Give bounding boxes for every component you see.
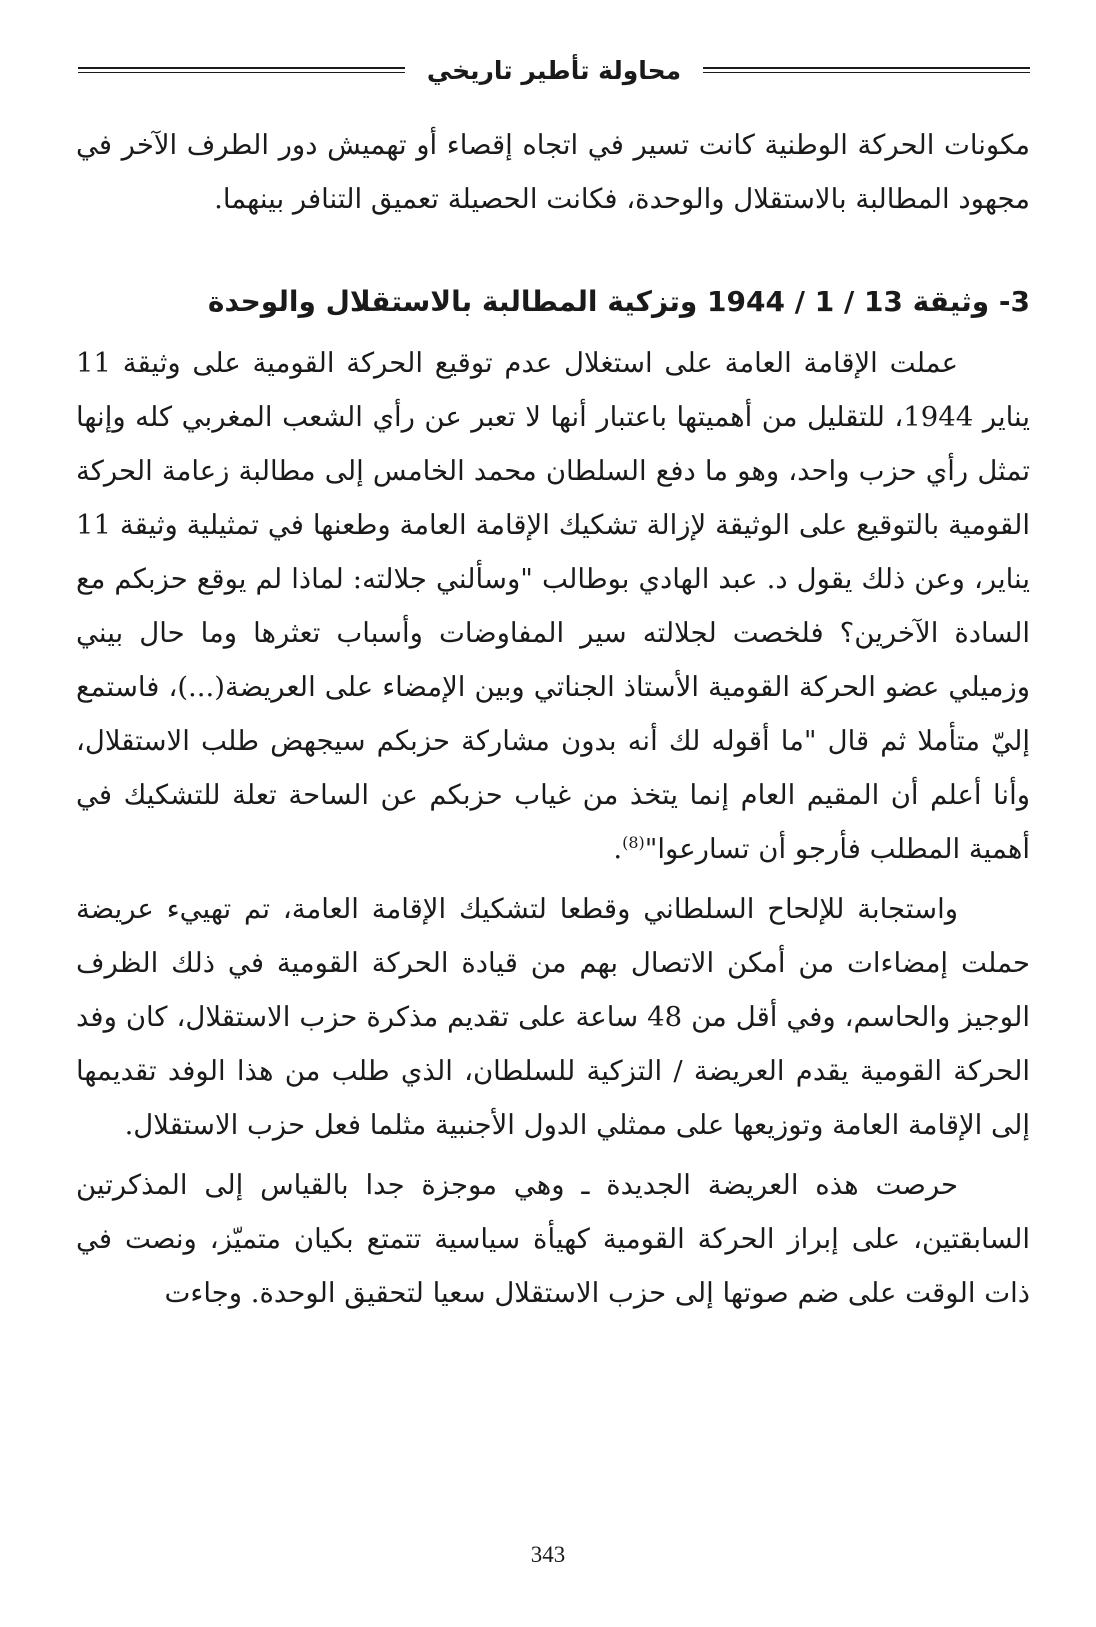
paragraph-new-petition: حرصت هذه العريضة الجديدة ـ وهي موجزة جدا بالقياس إلى المذكرتين السابقتين، على إبراز الحركة القومية كهيأة سياسية تتمتع بكيان متميّز، ونصت في ذات الوقت على ضم صوتها إلى حزب الاستقلال سعيا لتحقيق الوحدة. وجاءت: [76, 1169, 1030, 1309]
body-text: [76, 118, 1030, 1320]
running-header: [78, 40, 1030, 100]
paragraph-petition: واستجابة للإلحاح السلطاني وقطعا لتشكيك الإقامة العامة، تم تهييء عريضة حملت إمضاءات من أمكن الاتصال بهم من قيادة الحركة القومية في ذلك الظرف الوجيز والحاسم، وفي أقل من 48 ساعة على تقديم مذكرة حزب الاستقلال، كان وفد الحركة القومية يقدم العريضة / التزكية للسلطان، الذي طلب من هذا الوفد تقديمها إلى الإقامة العامة وتوزيعها على ممثلي الدول الأجنبية مثلما فعل حزب الاستقلال.: [76, 893, 1030, 1141]
paragraph-continuation: مكونات الحركة الوطنية كانت تسير في اتجاه إقصاء أو تهميش دور الطرف الآخر في مجهود المطالبة بالاستقلال والوحدة، فكانت الحصيلة تعميق التنافر بينهما.: [76, 129, 1030, 215]
section-heading: 3- وثيقة 13 / 1 / 1944 وتزكية المطالبة بالاستقلال والوحدة: [207, 285, 1030, 318]
paragraph-text: عملت الإقامة العامة على استغلال عدم توقيع الحركة القومية على وثيقة 11 يناير 1944، للتقليل من أهميتها باعتبار أنها لا تعبر عن رأي الشعب المغربي كله وإنها تمثل رأي حزب واحد، وهو ما دفع السلطان محمد الخامس إلى مطالبة زعامة الحركة القومية بالتوقيع على الوثيقة لإزالة تشكيك الإقامة العامة وطعنها في تمثيلية وثيقة 11 يناير، وعن ذلك يقول د. عبد الهادي بوطالب "وسألني جلالته: لماذا لم يوقع حزبكم مع السادة الآخرين؟ فلخصت لجلالته سير المفاوضات وأسباب تعثرها وما حال بيني وزميلي عضو الحركة القومية الأستاذ الجناتي وبين الإمضاء على العريضة(...)، فاستمع إليّ متأملا ثم قال "ما أقوله لك أنه بدون مشاركة حزبكم سيجهض طلب الاستقلال، وأنا أعلم أن المقيم العام إنما يتخذ من غياب حزبكم عن الساحة تعلة للتشكيك في أهمية المطلب فأرجو أن تسارعوا": [76, 347, 1030, 865]
page-number: 343: [530, 1542, 566, 1567]
paragraph-document-13-january: [76, 336, 1030, 876]
header-rule-right: [703, 67, 1030, 73]
paragraph-end-punctuation: .: [613, 833, 623, 865]
footnote-reference: (8): [622, 832, 645, 852]
header-rule-left: [78, 67, 405, 73]
running-title: محاولة تأطير تاريخي: [426, 55, 682, 85]
